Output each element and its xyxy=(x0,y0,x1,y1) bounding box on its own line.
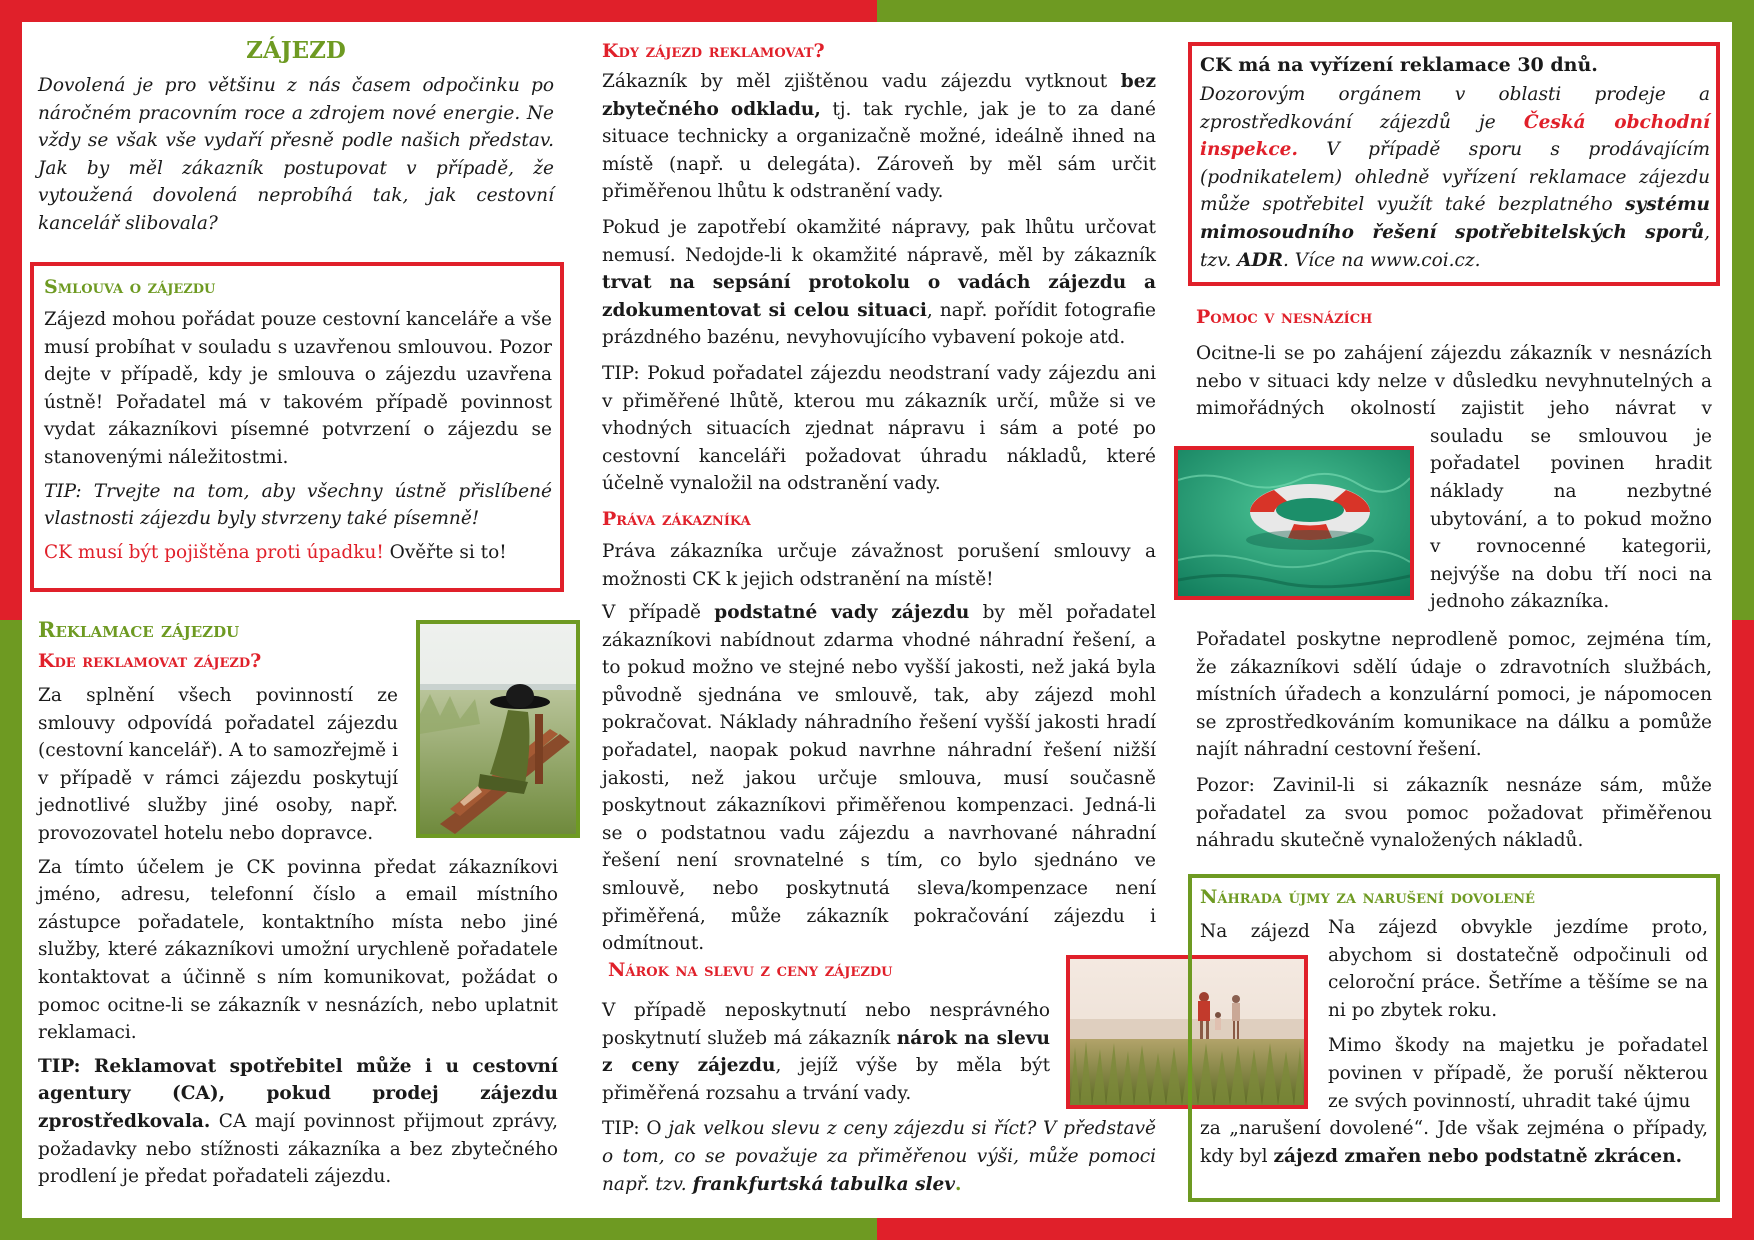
ck-pojistena-line xyxy=(44,539,552,567)
kdy-p1b: bez zbytečného odkladu, xyxy=(602,71,1156,120)
tip-agentura-rest: CA mají povinnost přijmout zprávy, požadavky nebo stížnosti zákazníka a bez zbytečného prodlení je předat pořadateli zájezdu. xyxy=(38,1110,558,1188)
nahrada-full xyxy=(1200,1115,1708,1170)
prava-p1: Práva zákazníka určuje závažnost porušení smlouvy a možnosti CK k jejich odstranění na místě! xyxy=(602,540,1156,590)
kdy-p2 xyxy=(602,214,1156,352)
prava-p2a: V případě xyxy=(602,602,715,624)
column-2 xyxy=(602,38,1156,958)
nahrada-box xyxy=(1188,874,1720,1202)
narok-a: V případě neposkytnutí nebo nesprávného poskytnutí služeb má zákazník xyxy=(602,1000,1050,1049)
narok-b: nárok na slevu z ceny zájezdu xyxy=(602,1027,1051,1077)
lifebuoy-image xyxy=(1178,450,1410,596)
nahrada-side1: Na zájezd obvykle jezdíme proto, abychom si dostatečně odpočinuli od celoroční práce. Šetříme a těšíme se na ni po zbytek roku. xyxy=(1328,917,1708,1021)
kdy-heading: Kdy zájezd reklamovat? xyxy=(602,40,825,62)
page-title: ZÁJEZD xyxy=(246,37,346,64)
column-1 xyxy=(38,36,554,238)
box-a: Dozorovým orgánem v oblasti prodeje a zprostředkování zájezdů je xyxy=(1200,84,1710,133)
box-d-adr-system: systému mimosoudního řešení spotřebitelských sporů xyxy=(1200,194,1710,243)
kdy-p2b: trvat na sepsání protokolu o vadách zájezdu a zdokumentovat si celou situaci xyxy=(602,272,1156,321)
kdy-p1a: Zákazník by měl zjištěnou vadu zájezdu vytknout xyxy=(602,71,1121,92)
prava-p2c: by měl pořadatel zákazníkovi nabídnout zdarma vhodné náhradní řešení, a to pokud možno ve stejné nebo vyšší jakosti, než jaká byla původně sjednána ve smlouvě, tak, aby zájezd mohl pokračovat. Náklady náhradního řešení vyšší jakosti hradí pořadatel, naopak pokud navrhne náhradní řešení nižší jakosti, než jakou určuje smlouva, musí současně poskytnout zákazníkovi přiměřenou kompenzaci. Jedná-li se o podstatnou vadu zájezdu a navrhované náhradní řešení není srovnatelné s tím, co bylo sjednáno ve smlouvě, nebo poskytnutá sleva/kompenzace není přiměřená, může zákazník pokračování zájezdu i odmítnout. xyxy=(602,602,1157,955)
box-b-coi: Česká obchodní inspekce. xyxy=(1200,111,1710,161)
kdy-p2c: , např. pořídit fotografie prázdného bazénu, nevyhovujícího vybavení pokoje atd. xyxy=(602,299,1156,349)
box-e: , tzv. xyxy=(1200,221,1710,271)
pomoc-heading: Pomoc v nesnázích xyxy=(1196,306,1373,328)
prava-p2 xyxy=(602,599,1156,958)
box-g-link: . Více na www.coi.cz. xyxy=(1282,249,1481,271)
smlouva-tip: TIP: Trvejte na tom, aby všechny ústně přislíbené vlastnosti zájezdu byly stvrzeny také písemně! xyxy=(44,480,552,530)
nahrada-heading: Náhrada újmy za narušení dovolené xyxy=(1200,886,1535,908)
woman-bench-image xyxy=(420,624,576,834)
narok-tip xyxy=(602,1115,1156,1198)
kde-heading: Kde reklamovat zájezd? xyxy=(38,650,262,672)
pomoc-p2: Pořadatel poskytne neprodleně pomoc, zejména tím, že zákazníkovi sdělí údaje o zdravotních službách, místních úřadech a konzulární pomoci, je nápomocen se zprostředkováním komunikace na dálku a pomůže najít náhradní cestovní řešení. xyxy=(1196,628,1712,761)
na-label: Na zájezd xyxy=(1200,921,1310,942)
box-text xyxy=(1200,81,1710,274)
narok-c: , jejíž výše by měla být přiměřená rozsahu a trvání vady. xyxy=(602,1055,1050,1104)
kde-text: Za splnění všech povinností ze smlouvy odpovídá pořadatel zájezdu (cestovní kancelář). A to samozřejmě i v případě v rámci zájezdu poskytují jednotlivé služby jiné osoby, např. provozovatel hotelu nebo dopravce. xyxy=(38,685,398,844)
reklamace-30-dnu-box xyxy=(1188,42,1720,286)
nahrada-full-b: zájezd zmařen nebo podstatně zkrácen. xyxy=(1273,1145,1683,1167)
overte: Ověřte si to! xyxy=(383,541,507,563)
box-f-adr: ADR xyxy=(1237,249,1283,271)
kdy-p1c: tj. tak rychle, jak je to za dané situace technicky a organizačně možné, ideálně ihned na místě (např. u delegáta). Zároveň by měl sám určit přiměřenou lhůtu k odstranění vady. xyxy=(602,98,1156,203)
nahrada-full-a: za „narušení dovolené“. Jde však zejména o případy, kdy byl xyxy=(1200,1118,1708,1167)
narok-tip-c: frankfurtská tabulka slev xyxy=(692,1173,956,1195)
narok-tip-b: jak velkou slevu z ceny zájezdu si říct? V představě o tom, co se považuje za přiměřenou výši, může pomoci např. tzv. xyxy=(602,1118,1156,1195)
nahrada-body xyxy=(1200,914,1708,1170)
box-heading: CK má na vyřízení reklamace 30 dnů. xyxy=(1200,54,1598,76)
photo-lifebuoy xyxy=(1174,446,1414,600)
intro-text: Dovolená je pro většinu z nás časem odpočinku po náročném pracovním roce a zdrojem nové energie. Ne vždy se však vše vydaří přesně podle našich představ. Jak by měl zákazník postupovat v případě, že vytoužená dovolená neprobíhá tak, jak cestovní kancelář slibovala? xyxy=(38,75,554,234)
pomoc-top: Ocitne-li se po zahájení zájezdu zákazník v nesnázích nebo v situaci kdy nelze v důsledku nevyhnutelných a mimořádných okolností zajistit jeho návrat v xyxy=(1196,343,1712,420)
nahrada-side2: Mimo škody na majetku je pořadatel povinen v případě, že poruší některou ze svých povinností, uhradit také újmu xyxy=(1328,1035,1708,1112)
smlouva-box xyxy=(30,262,564,592)
pomoc-side: souladu se smlouvou je pořadatel povinen hradit náklady na nezbytné ubytování, a to pokud možno v rovnocenné kategorii, nejvýše na dobu tří noci na jednoho zákazníka. xyxy=(1430,425,1712,613)
box-c: V případě sporu s prodávajícím (podnikatelem) ohledně vyřízení reklamace zájezdu může spotřebitel využít také bezplatného xyxy=(1200,139,1710,216)
smlouva-heading: Smlouva o zájezdu xyxy=(44,276,216,298)
pomoc-p3: Pozor: Zavinil-li si zákazník nesnáze sám, může pořadatel za svou pomoc požadovat přiměřenou náhradu skutečně vynaložených nákladů. xyxy=(1196,774,1712,852)
narok-tip-d: . xyxy=(955,1173,962,1195)
tip-agentura-bold: TIP: Reklamovat spotřebitel může i u cestovní agentury (CA), pokud prodej zájezdu zprostředkovala. xyxy=(38,1055,558,1132)
za-timto-text: Za tímto účelem je CK povinna předat zákazníkovi jméno, adresu, telefonní číslo a email místního zástupce pořadatele, kontaktního místa nebo jiné služby, které zákazníkovi umožní urychleně pořadatele kontaktovat a účinně s ním komunikovat, požádat o pomoc ocitne-li se zákazník v nesnázích, nebo uplatnit reklamaci. xyxy=(38,856,558,1044)
smlouva-text: Zájezd mohou pořádat pouze cestovní kanceláře a vše musí probíhat v souladu s uzavřenou smlouvou. Pozor dejte v případě, kdy je smlouva o zájezdu uzavřena ústně! Pořadatel má v takovém případě povinnost vydat zákazníkovi písemné potvrzení o zájezdu se stanovenými náležitostmi. xyxy=(44,309,552,468)
reklamace-heading: Reklamace zájezdu xyxy=(38,617,240,642)
kdy-p1 xyxy=(602,68,1156,206)
prava-p2b: podstatné vady zájezdu xyxy=(714,602,970,624)
kdy-p2a: Pokud je zapotřebí okamžité nápravy, pak lhůtu určovat nemusí. Nedojde-li k okamžité nápravě, měl by zákazník xyxy=(602,216,1156,266)
ck-pojistena: CK musí být pojištěna proti úpadku! xyxy=(44,541,384,563)
prava-heading: Práva zákazníka xyxy=(602,507,751,530)
narok-text xyxy=(602,997,1050,1107)
kdy-tip: TIP: Pokud pořadatel zájezdu neodstraní vady zájezdu ani v přiměřené lhůtě, kterou mu zákazník určí, může si ve vhodných situacích zjednat nápravu i sám a poté po cestovní kanceláři požadovat úhradu nákladů, které účelně vynaložil na odstranění vady. xyxy=(602,362,1156,495)
narok-tip-a: TIP: O xyxy=(602,1118,669,1140)
tip-agentura xyxy=(38,1053,558,1191)
photo-woman-bench xyxy=(416,620,580,838)
narok-heading: Nárok na slevu z ceny zájezdu xyxy=(608,959,893,981)
